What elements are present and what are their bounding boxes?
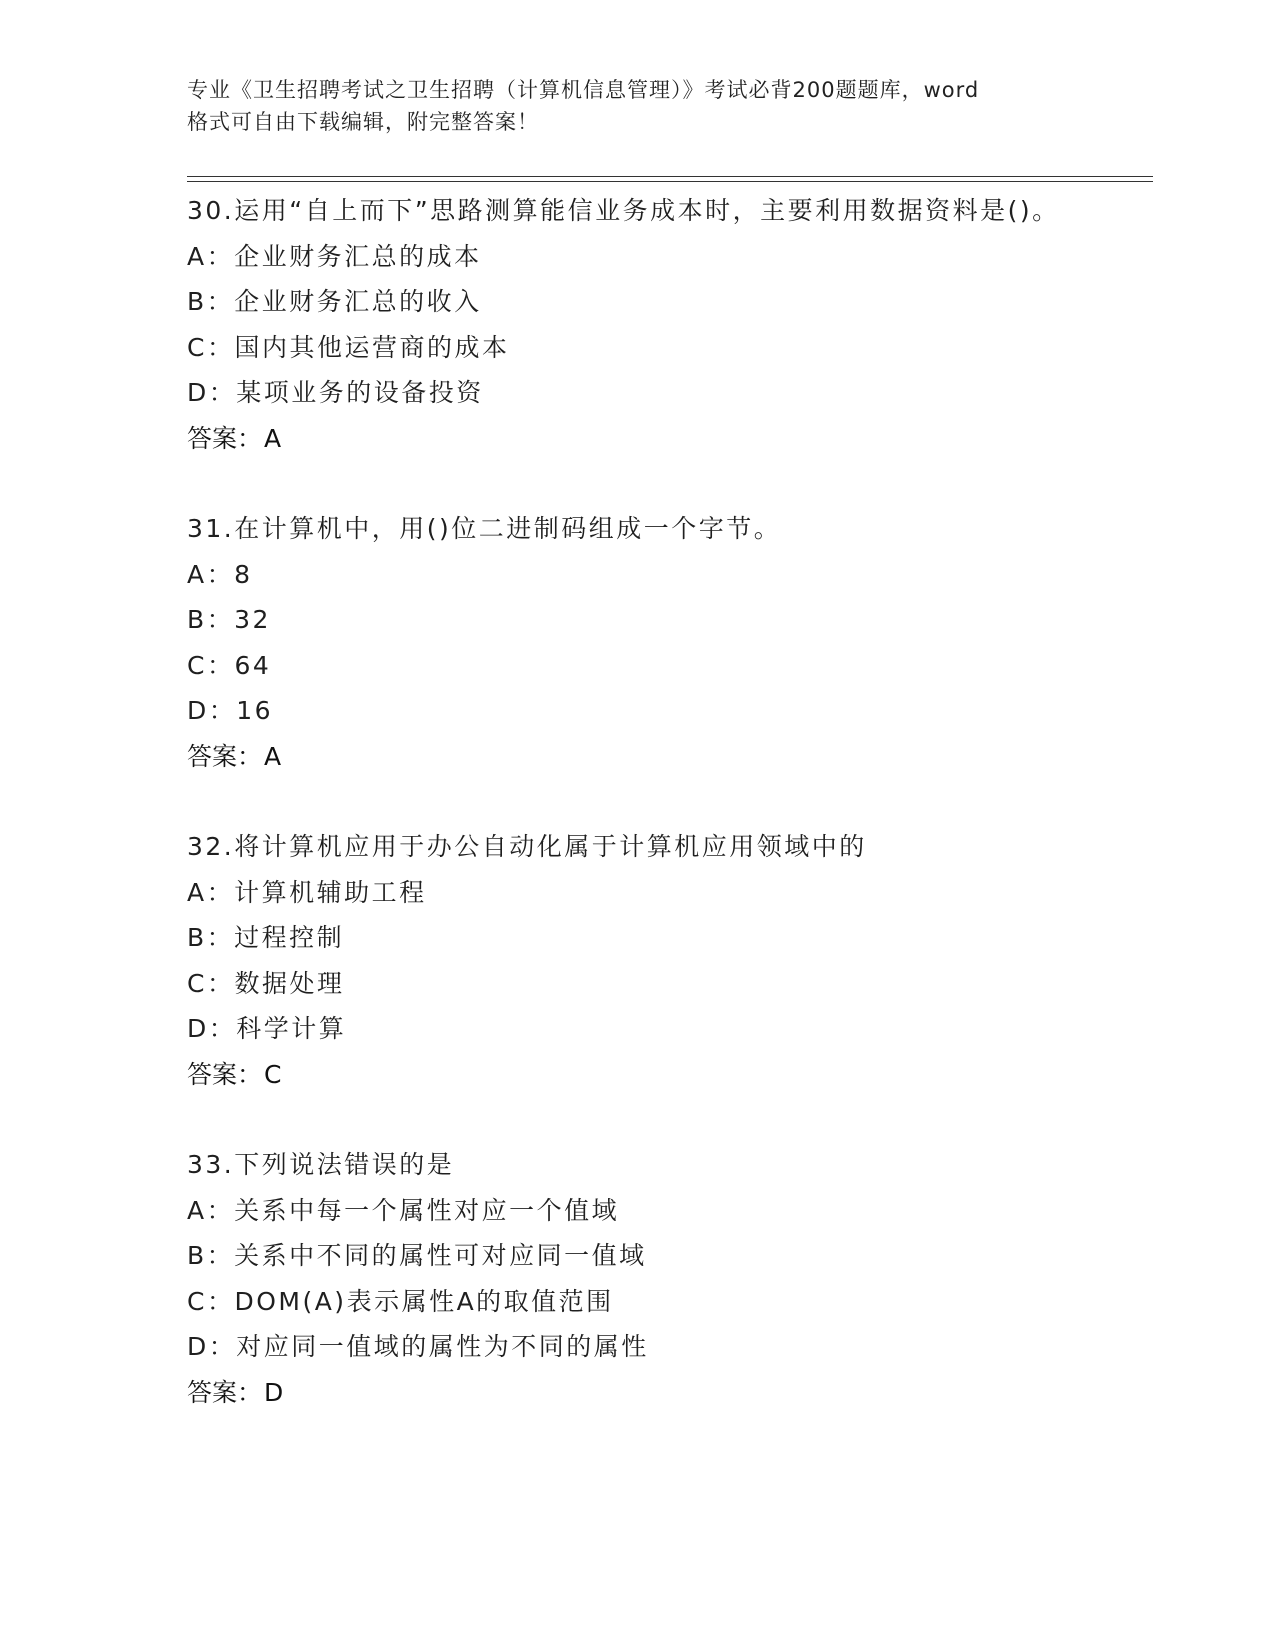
question-text: 32.将计算机应用于办公自动化属于计算机应用领域中的 — [187, 832, 867, 861]
option-d: D：某项业务的设备投资 — [187, 378, 484, 407]
question-text: 30.运用“自上而下”思路测算能信业务成本时，主要利用数据资料是()。 — [187, 196, 1060, 225]
answer-label: 答案： — [187, 1377, 263, 1407]
question-item — [187, 506, 1087, 779]
answer-line — [187, 416, 1087, 462]
answer-value: A — [264, 741, 282, 771]
question-item — [187, 1142, 1087, 1415]
option-b: B：企业财务汇总的收入 — [187, 287, 482, 316]
answer-label: 答案： — [187, 741, 263, 771]
question-text: 31.在计算机中，用()位二进制码组成一个字节。 — [187, 514, 782, 543]
answer-value: D — [264, 1377, 284, 1407]
header-line-2: 格式可自由下载编辑，附完整答案！ — [187, 110, 539, 134]
answer-label: 答案： — [187, 1059, 263, 1089]
option-a: A：企业财务汇总的成本 — [187, 241, 482, 271]
option-d: D：对应同一值域的属性为不同的属性 — [187, 1332, 649, 1361]
question-list — [187, 188, 1087, 1460]
header-divider-top — [187, 176, 1153, 177]
document-header — [187, 74, 1087, 138]
header-line-1: 专业《卫生招聘考试之卫生招聘（计算机信息管理）》考试必背200题题库，word — [187, 78, 980, 102]
question-item — [187, 824, 1087, 1097]
option-c: C：数据处理 — [187, 968, 345, 998]
answer-line — [187, 1370, 1087, 1416]
answer-value: C — [264, 1059, 282, 1089]
option-a: A：计算机辅助工程 — [187, 877, 427, 907]
option-b: B：32 — [187, 605, 271, 634]
option-b: B：关系中不同的属性可对应同一值域 — [187, 1241, 647, 1270]
option-d: D：16 — [187, 696, 274, 725]
option-a: A：关系中每一个属性对应一个值域 — [187, 1195, 620, 1225]
answer-line — [187, 734, 1087, 780]
question-item — [187, 188, 1087, 461]
question-text: 33.下列说法错误的是 — [187, 1150, 455, 1179]
option-c: C：DOM(A)表示属性A的取值范围 — [187, 1286, 614, 1316]
option-b: B：过程控制 — [187, 923, 345, 952]
option-a: A：8 — [187, 559, 253, 589]
option-c: C：国内其他运营商的成本 — [187, 332, 510, 362]
answer-value: A — [264, 423, 282, 453]
option-d: D：科学计算 — [187, 1014, 347, 1043]
answer-line — [187, 1052, 1087, 1098]
option-c: C：64 — [187, 650, 272, 680]
answer-label: 答案： — [187, 423, 263, 453]
header-divider-bottom — [187, 181, 1153, 182]
